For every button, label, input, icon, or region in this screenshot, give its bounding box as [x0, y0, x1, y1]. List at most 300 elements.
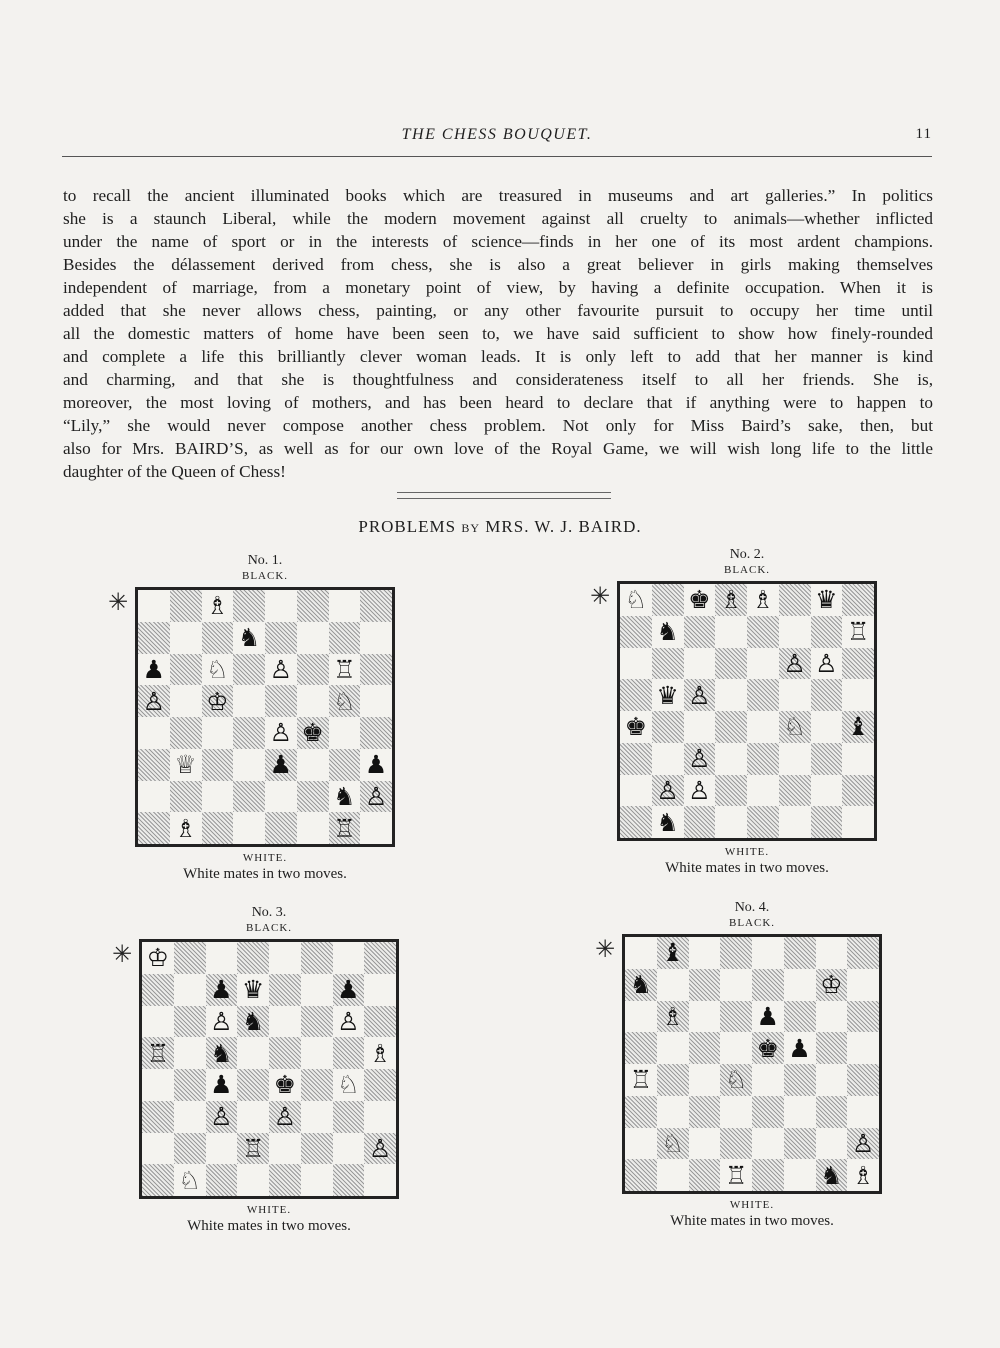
board-square	[202, 781, 234, 813]
board-square	[689, 1064, 721, 1096]
board-square	[779, 775, 811, 807]
white-knight-icon: ♘	[337, 1070, 360, 1100]
board-square	[265, 590, 297, 622]
black-label: BLACK.	[728, 917, 776, 929]
board-square	[206, 1164, 238, 1196]
black-pawn-icon: ♟	[210, 1070, 233, 1100]
board-square	[364, 942, 396, 974]
board-square	[657, 1159, 689, 1191]
problem-3	[112, 905, 419, 1235]
board-square	[652, 775, 684, 807]
board-square	[715, 775, 747, 807]
white-pawn-icon: ♙	[364, 781, 388, 811]
white-knight-icon: ♘	[206, 654, 229, 684]
white-rook-icon: ♖	[146, 1038, 170, 1068]
board-square	[620, 743, 652, 775]
board-square	[779, 648, 811, 680]
board-square	[333, 1006, 365, 1038]
board-square	[333, 1069, 365, 1101]
board-square	[816, 1159, 848, 1191]
board-square	[652, 584, 684, 616]
board-square	[816, 1032, 848, 1064]
board-square	[333, 974, 365, 1006]
board-square	[265, 622, 297, 654]
white-pawn-icon: ♙	[269, 654, 293, 684]
board-square	[784, 1128, 816, 1160]
board-square	[360, 590, 392, 622]
board-square	[269, 942, 301, 974]
board-square	[297, 685, 329, 717]
board-square	[811, 743, 843, 775]
board-square	[842, 584, 874, 616]
board-square	[620, 711, 652, 743]
board-square	[297, 622, 329, 654]
board-square	[747, 648, 779, 680]
board-square	[779, 743, 811, 775]
board-square	[329, 654, 361, 686]
board-square	[360, 685, 392, 717]
board-square	[138, 654, 170, 686]
board-square	[747, 711, 779, 743]
white-pawn-icon: ♙	[210, 1006, 233, 1036]
black-knight-icon: ♞	[656, 807, 679, 837]
board-square	[847, 1064, 879, 1096]
board-square	[747, 616, 779, 648]
chess-board-frame	[112, 939, 399, 1199]
board-square	[842, 711, 874, 743]
board-square	[333, 1037, 365, 1069]
board-square	[265, 654, 297, 686]
board-square	[174, 1006, 206, 1038]
board-square	[138, 812, 170, 844]
board-square	[811, 584, 843, 616]
problems-heading	[0, 517, 1000, 537]
chess-board	[625, 937, 879, 1191]
board-square	[138, 717, 170, 749]
board-square	[715, 648, 747, 680]
white-pawn-icon: ♙	[269, 718, 293, 748]
body-line: also for Mrs. BAIRD’S, as well as for our own love of the Royal Game, we will wish long life to the little	[63, 439, 933, 458]
board-square	[233, 781, 265, 813]
star-ornament-icon: ✳	[112, 940, 133, 968]
board-square	[715, 743, 747, 775]
chess-board-frame	[595, 934, 882, 1194]
board-square	[233, 749, 265, 781]
board-square	[301, 1069, 333, 1101]
star-ornament-icon: ✳	[590, 582, 611, 610]
board-square	[269, 1133, 301, 1165]
board-square	[333, 1101, 365, 1133]
white-label: WHITE.	[242, 852, 288, 864]
board-square	[847, 969, 879, 1001]
white-label: WHITE.	[724, 846, 770, 858]
board-square	[301, 1037, 333, 1069]
board-square	[689, 937, 721, 969]
problem-caption: White mates in two moves.	[665, 860, 829, 876]
board-square	[297, 590, 329, 622]
board-square	[625, 1064, 657, 1096]
black-bishop-icon: ♝	[661, 938, 684, 968]
board-square	[206, 1006, 238, 1038]
black-knight-icon: ♞	[333, 781, 356, 811]
board-square	[689, 1032, 721, 1064]
board-square	[142, 1006, 174, 1038]
board-square	[333, 942, 365, 974]
board-square	[138, 622, 170, 654]
board-square	[202, 812, 234, 844]
problem-number: No. 1.	[247, 553, 283, 568]
board-square	[689, 1159, 721, 1191]
board-square	[206, 974, 238, 1006]
white-bishop-icon: ♗	[661, 1001, 684, 1031]
white-label: WHITE.	[246, 1204, 292, 1216]
board-square	[657, 1128, 689, 1160]
white-rook-icon: ♖	[629, 1065, 653, 1095]
board-square	[202, 590, 234, 622]
board-square	[784, 1096, 816, 1128]
board-square	[202, 749, 234, 781]
problem-caption: White mates in two moves.	[670, 1213, 834, 1229]
white-pawn-icon: ♙	[688, 680, 711, 710]
board-square	[620, 616, 652, 648]
board-square	[715, 806, 747, 838]
black-pawn-icon: ♟	[210, 975, 233, 1005]
body-line: all the domestic matters of home have been seen to, we have said sufficient to show how finely-rounded	[63, 324, 933, 343]
board-square	[784, 969, 816, 1001]
white-knight-icon: ♘	[661, 1128, 684, 1158]
board-square	[170, 781, 202, 813]
board-square	[360, 717, 392, 749]
white-knight-icon: ♘	[178, 1165, 201, 1195]
black-bishop-icon: ♝	[846, 712, 870, 742]
white-pawn-icon: ♙	[142, 686, 166, 716]
chess-board	[138, 590, 392, 844]
board-square	[142, 942, 174, 974]
board-square	[811, 806, 843, 838]
board-square	[329, 749, 361, 781]
board-square	[784, 1159, 816, 1191]
white-pawn-icon: ♙	[368, 1133, 392, 1163]
board-square	[689, 1128, 721, 1160]
star-ornament-icon: ✳	[595, 935, 616, 963]
board-square	[657, 1064, 689, 1096]
black-pawn-icon: ♟	[788, 1033, 811, 1063]
header-rule	[62, 156, 932, 157]
board-square	[170, 654, 202, 686]
board-square	[625, 1032, 657, 1064]
white-bishop-icon: ♗	[174, 813, 197, 843]
board-square	[652, 806, 684, 838]
board-square	[233, 717, 265, 749]
white-rook-icon: ♖	[241, 1133, 265, 1163]
white-knight-icon: ♘	[783, 712, 806, 742]
chess-board	[142, 942, 396, 1196]
board-square	[657, 1001, 689, 1033]
board-square	[657, 1096, 689, 1128]
board-square	[684, 711, 716, 743]
board-square	[842, 679, 874, 711]
black-knight-icon: ♞	[241, 1006, 265, 1036]
board-square	[138, 749, 170, 781]
board-square	[784, 1032, 816, 1064]
board-square	[265, 749, 297, 781]
black-pawn-icon: ♟	[142, 654, 166, 684]
board-square	[297, 781, 329, 813]
board-square	[784, 937, 816, 969]
board-square	[747, 775, 779, 807]
board-square	[720, 1032, 752, 1064]
black-pawn-icon: ♟	[364, 750, 388, 780]
board-square	[752, 1064, 784, 1096]
body-line: independent of marriage, from a monetary point of view, by having a definite occupation. When it is	[63, 278, 933, 297]
page-number: 11	[915, 126, 932, 142]
board-square	[847, 1159, 879, 1191]
board-square	[779, 584, 811, 616]
black-king-icon: ♚	[624, 712, 648, 742]
white-pawn-icon: ♙	[656, 775, 679, 805]
board-square	[689, 1001, 721, 1033]
board-square	[752, 1032, 784, 1064]
white-pawn-icon: ♙	[273, 1102, 297, 1132]
body-line: and complete a life this brilliantly clever woman leads. It is only left to add that her manner is kind	[63, 347, 933, 366]
board-square	[847, 937, 879, 969]
body-line: and charming, and that she is thoughtfulness and considerateness itself to all her friends. She is,	[63, 370, 933, 389]
board-square	[657, 969, 689, 1001]
board-square	[720, 1159, 752, 1191]
board-square	[811, 616, 843, 648]
white-king-icon: ♔	[820, 970, 843, 1000]
white-rook-icon: ♖	[333, 654, 356, 684]
black-king-icon: ♚	[688, 585, 711, 615]
white-bishop-icon: ♗	[851, 1160, 875, 1190]
black-queen-icon: ♛	[241, 975, 265, 1005]
board-square	[237, 1101, 269, 1133]
board-square	[364, 1006, 396, 1038]
white-pawn-icon: ♙	[337, 1006, 360, 1036]
board-square	[329, 590, 361, 622]
problem-number: No. 4.	[734, 900, 770, 915]
board-square	[747, 806, 779, 838]
body-line: she is a staunch Liberal, while the modern movement against all cruelty to animals—whether inflicted	[63, 209, 933, 228]
board-square	[689, 1096, 721, 1128]
board-square	[269, 1101, 301, 1133]
board-square	[652, 743, 684, 775]
board-square	[297, 812, 329, 844]
board-square	[329, 622, 361, 654]
problems-heading-author: MRS. W. J. BAIRD.	[485, 517, 642, 536]
board-square	[747, 679, 779, 711]
board-square	[138, 685, 170, 717]
board-square	[233, 622, 265, 654]
problems-heading-main: PROBLEMS	[358, 517, 457, 536]
problem-1	[108, 553, 415, 883]
board-square	[297, 717, 329, 749]
board-square	[297, 749, 329, 781]
board-square	[720, 969, 752, 1001]
board-square	[269, 1164, 301, 1196]
board-square	[206, 1037, 238, 1069]
board-square	[360, 654, 392, 686]
black-knight-icon: ♞	[656, 617, 679, 647]
board-square	[652, 679, 684, 711]
board-square	[842, 616, 874, 648]
board-square	[237, 1037, 269, 1069]
board-square	[265, 717, 297, 749]
board-square	[138, 781, 170, 813]
board-square	[142, 1133, 174, 1165]
board-square	[174, 1133, 206, 1165]
board-square	[847, 1128, 879, 1160]
board-square	[842, 806, 874, 838]
black-label: BLACK.	[241, 570, 289, 582]
board-square	[333, 1133, 365, 1165]
white-bishop-icon: ♗	[206, 591, 229, 621]
board-square	[689, 969, 721, 1001]
board-square	[265, 781, 297, 813]
board-square	[715, 711, 747, 743]
problems-heading-by: BY	[461, 521, 481, 535]
body-line: daughter of the Queen of Chess!	[63, 462, 286, 481]
board-square	[847, 1032, 879, 1064]
board-square	[652, 648, 684, 680]
white-queen-icon: ♕	[174, 750, 197, 780]
black-king-icon: ♚	[756, 1033, 780, 1063]
body-line: to recall the ancient illuminated books which are treasured in museums and art galleries.” In politics	[63, 186, 933, 205]
black-pawn-icon: ♟	[269, 750, 293, 780]
board-square	[752, 937, 784, 969]
board-square	[784, 1001, 816, 1033]
board-square	[752, 1128, 784, 1160]
board-square	[816, 937, 848, 969]
board-square	[329, 685, 361, 717]
white-king-icon: ♔	[206, 686, 229, 716]
board-square	[265, 685, 297, 717]
body-line: moreover, the most loving of mothers, and has been heard to declare that if anything were to happen to	[63, 393, 933, 412]
board-square	[142, 1164, 174, 1196]
board-square	[684, 616, 716, 648]
body-line: Besides the délassement derived from chess, she is also a great believer in girls making themselves	[63, 255, 933, 274]
board-square	[206, 1133, 238, 1165]
board-square	[816, 969, 848, 1001]
board-square	[360, 781, 392, 813]
board-square	[652, 616, 684, 648]
board-square	[684, 775, 716, 807]
white-pawn-icon: ♙	[783, 648, 806, 678]
board-square	[779, 616, 811, 648]
board-square	[720, 1001, 752, 1033]
board-square	[170, 590, 202, 622]
white-bishop-icon: ♗	[751, 585, 775, 615]
board-square	[652, 711, 684, 743]
board-square	[684, 806, 716, 838]
board-square	[684, 648, 716, 680]
board-square	[779, 806, 811, 838]
board-square	[297, 654, 329, 686]
board-square	[360, 622, 392, 654]
body-paragraph	[63, 184, 933, 483]
body-line: added that she never allows chess, painting, or any other favourite pursuit to occupy her time until	[63, 301, 933, 320]
black-label: BLACK.	[245, 922, 293, 934]
board-square	[364, 1037, 396, 1069]
board-square	[752, 1159, 784, 1191]
board-square	[202, 622, 234, 654]
problem-number: No. 3.	[251, 905, 287, 920]
black-pawn-icon: ♟	[337, 975, 360, 1005]
black-knight-icon: ♞	[210, 1038, 233, 1068]
board-square	[174, 942, 206, 974]
board-square	[170, 749, 202, 781]
board-square	[842, 648, 874, 680]
board-square	[237, 942, 269, 974]
board-square	[233, 812, 265, 844]
board-square	[657, 937, 689, 969]
board-square	[625, 1159, 657, 1191]
white-knight-icon: ♘	[624, 585, 648, 615]
board-square	[233, 654, 265, 686]
board-square	[329, 812, 361, 844]
board-square	[174, 1069, 206, 1101]
board-square	[625, 1096, 657, 1128]
chess-board-frame	[108, 587, 395, 847]
board-square	[747, 743, 779, 775]
board-square	[720, 1096, 752, 1128]
board-square	[142, 1069, 174, 1101]
board-square	[842, 775, 874, 807]
board-square	[811, 648, 843, 680]
board-square	[170, 717, 202, 749]
board-square	[816, 1096, 848, 1128]
board-square	[684, 679, 716, 711]
board-square	[364, 1133, 396, 1165]
black-queen-icon: ♛	[656, 680, 679, 710]
board-square	[811, 775, 843, 807]
board-square	[174, 1164, 206, 1196]
body-line: under the name of sport or in the interests of science—finds in her one of its most ardent champions.	[63, 232, 933, 251]
chess-board	[620, 584, 874, 838]
board-square	[202, 654, 234, 686]
board-square	[625, 937, 657, 969]
problem-caption: White mates in two moves.	[183, 866, 347, 882]
board-square	[329, 781, 361, 813]
board-square	[842, 743, 874, 775]
black-queen-icon: ♛	[815, 585, 838, 615]
board-square	[720, 937, 752, 969]
board-square	[237, 974, 269, 1006]
board-square	[715, 616, 747, 648]
board-square	[233, 590, 265, 622]
board-square	[625, 1001, 657, 1033]
chess-board-frame	[590, 581, 877, 841]
board-square	[301, 974, 333, 1006]
white-pawn-icon: ♙	[815, 648, 838, 678]
board-square	[301, 942, 333, 974]
board-square	[237, 1164, 269, 1196]
board-square	[142, 1037, 174, 1069]
white-label: WHITE.	[729, 1199, 775, 1211]
board-square	[364, 1164, 396, 1196]
white-bishop-icon: ♗	[368, 1038, 392, 1068]
board-square	[301, 1101, 333, 1133]
body-line: “Lily,” she would never compose another chess problem. Not only for Miss Baird’s sake, then, but	[63, 416, 933, 435]
board-square	[816, 1001, 848, 1033]
star-ornament-icon: ✳	[108, 588, 129, 616]
running-title: THE CHESS BOUQUET.	[401, 126, 593, 143]
white-rook-icon: ♖	[333, 813, 356, 843]
black-knight-icon: ♞	[237, 623, 261, 653]
board-square	[620, 806, 652, 838]
board-square	[170, 685, 202, 717]
board-square	[269, 1006, 301, 1038]
